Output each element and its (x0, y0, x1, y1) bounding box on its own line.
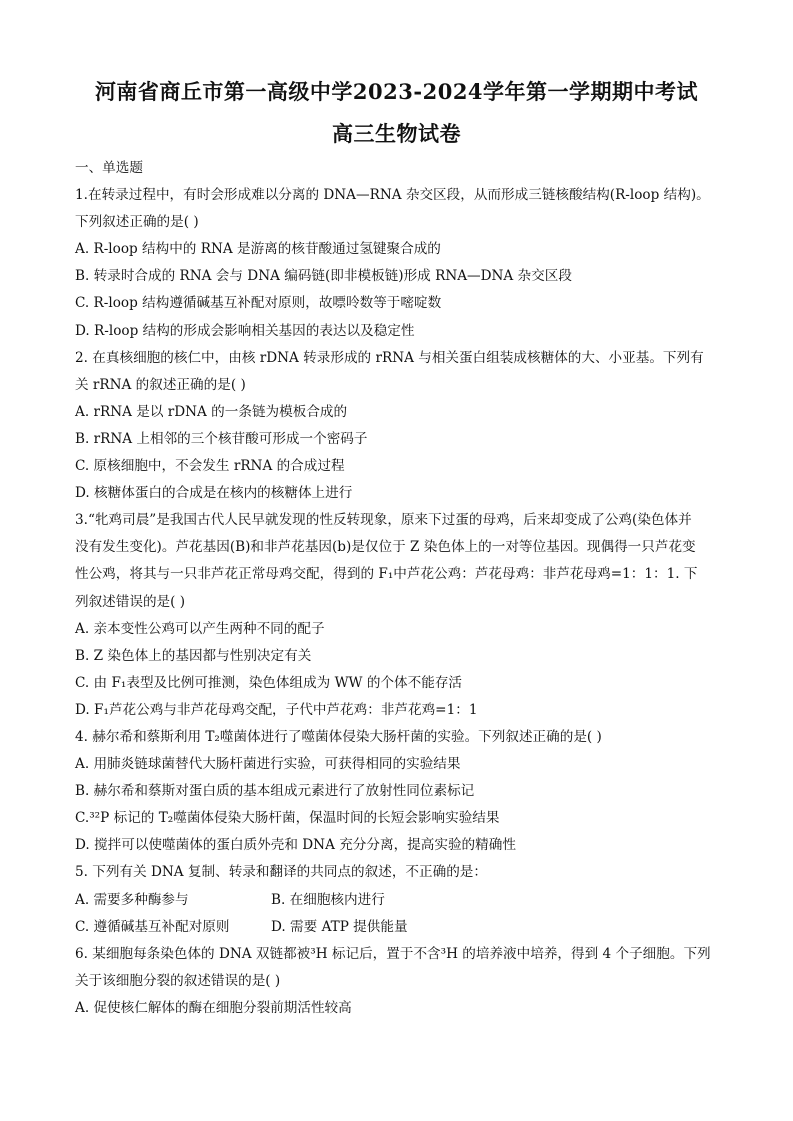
question-stem-line: 性公鸡，将其与一只非芦花正常母鸡交配，得到的 F₁中芦花公鸡：芦花母鸡：非芦花母鸡=1：1：1. 下 (75, 566, 698, 583)
option-d: D. 核糖体蛋白的合成是在核内的核糖体上进行 (75, 485, 353, 502)
exam-content (75, 155, 727, 1022)
exam-title: 河南省商丘市第一高级中学2023-2024学年第一学期期中考试 (94, 79, 699, 104)
option-c: C.³²P 标记的 T₂噬菌体侵染大肠杆菌，保温时间的长短会影响实验结果 (75, 810, 500, 827)
question-3 (75, 507, 727, 724)
option-b: B. rRNA 上相邻的三个核苷酸可形成一个密码子 (75, 430, 368, 447)
exam-subtitle: 高三生物试卷 (332, 121, 461, 146)
question-stem-line: 列叙述错误的是( ) (75, 593, 186, 610)
option-d: D. 需要 ATP 提供能量 (271, 918, 408, 935)
question-stem-line: 关于该细胞分裂的叙述错误的是( ) (75, 972, 281, 989)
question-stem-line: 没有发生变化)。芦花基因(B)和非芦花基因(b)是仅位于 Z 染色体上的一对等位基因。现偶得一只芦花变 (75, 539, 696, 556)
option-d: D. R-loop 结构的形成会影响相关基因的表达以及稳定性 (75, 322, 415, 339)
question-stem-line: 4. 赫尔希和蔡斯利用 T₂噬菌体进行了噬菌体侵染大肠杆菌的实验。下列叙述正确的是( ) (75, 728, 602, 745)
question-stem-line: 关 rRNA 的叙述正确的是( ) (75, 376, 246, 393)
option-a: A. 用肺炎链球菌替代大肠杆菌进行实验，可获得相同的实验结果 (75, 756, 461, 773)
option-row (75, 887, 727, 914)
question-5 (75, 859, 727, 940)
question-2 (75, 345, 727, 508)
option-b: B. 赫尔希和蔡斯对蛋白质的基本组成元素进行了放射性同位素标记 (75, 783, 475, 800)
option-c: C. 由 F₁表型及比例可推测，染色体组成为 WW 的个体不能存活 (75, 674, 463, 691)
option-b: B. 在细胞核内进行 (271, 891, 385, 908)
question-stem-line: 1.在转录过程中，有时会形成难以分离的 DNA—RNA 杂交区段，从而形成三链核酸结构(R-loop 结构)。 (75, 187, 710, 204)
option-d: D. F₁芦花公鸡与非芦花母鸡交配，子代中芦花鸡：非芦花鸡=1：1 (75, 701, 478, 718)
section-heading: 一、单选题 (75, 160, 143, 176)
question-stem-line: 2. 在真核细胞的核仁中，由核 rDNA 转录形成的 rRNA 与相关蛋白组装成核糖体的大、小亚基。下列有 (75, 349, 704, 366)
question-stem-line: 5. 下列有关 DNA 复制、转录和翻译的共同点的叙述，不正确的是： (75, 864, 487, 881)
option-b: B. Z 染色体上的基因都与性别决定有关 (75, 647, 312, 664)
option-c: C. 原核细胞中，不会发生 rRNA 的合成过程 (75, 458, 345, 475)
option-a: A. 需要多种酶参与 (75, 891, 189, 908)
question-stem-line: 下列叙述正确的是( ) (75, 214, 199, 231)
option-c: C. 遵循碱基互补配对原则 (75, 918, 230, 935)
option-row (75, 914, 727, 941)
question-stem-line: 3.“牝鸡司晨”是我国古代人民早就发现的性反转现象，原来下过蛋的母鸡，后来却变成了公鸡(染色体并 (75, 512, 692, 529)
question-stem-line: 6. 某细胞每条染色体的 DNA 双链都被³H 标记后，置于不含³H 的培养液中培养，得到 4 个子细胞。下列 (75, 945, 711, 962)
option-d: D. 搅拌可以使噬菌体的蛋白质外壳和 DNA 充分分离，提高实验的精确性 (75, 837, 516, 854)
question-6 (75, 941, 727, 1022)
option-b: B. 转录时合成的 RNA 会与 DNA 编码链(即非模板链)形成 RNA—DNA 杂交区段 (75, 268, 572, 285)
option-a: A. 促使核仁解体的酶在细胞分裂前期活性较高 (75, 999, 352, 1016)
question-1 (75, 182, 727, 345)
question-4 (75, 724, 727, 859)
option-a: A. rRNA 是以 rDNA 的一条链为模板合成的 (75, 403, 348, 420)
option-a: A. 亲本变性公鸡可以产生两种不同的配子 (75, 620, 325, 637)
option-c: C. R-loop 结构遵循碱基互补配对原则，故嘌呤数等于嘧啶数 (75, 295, 442, 312)
option-a: A. R-loop 结构中的 RNA 是游离的核苷酸通过氢键聚合成的 (75, 241, 441, 258)
